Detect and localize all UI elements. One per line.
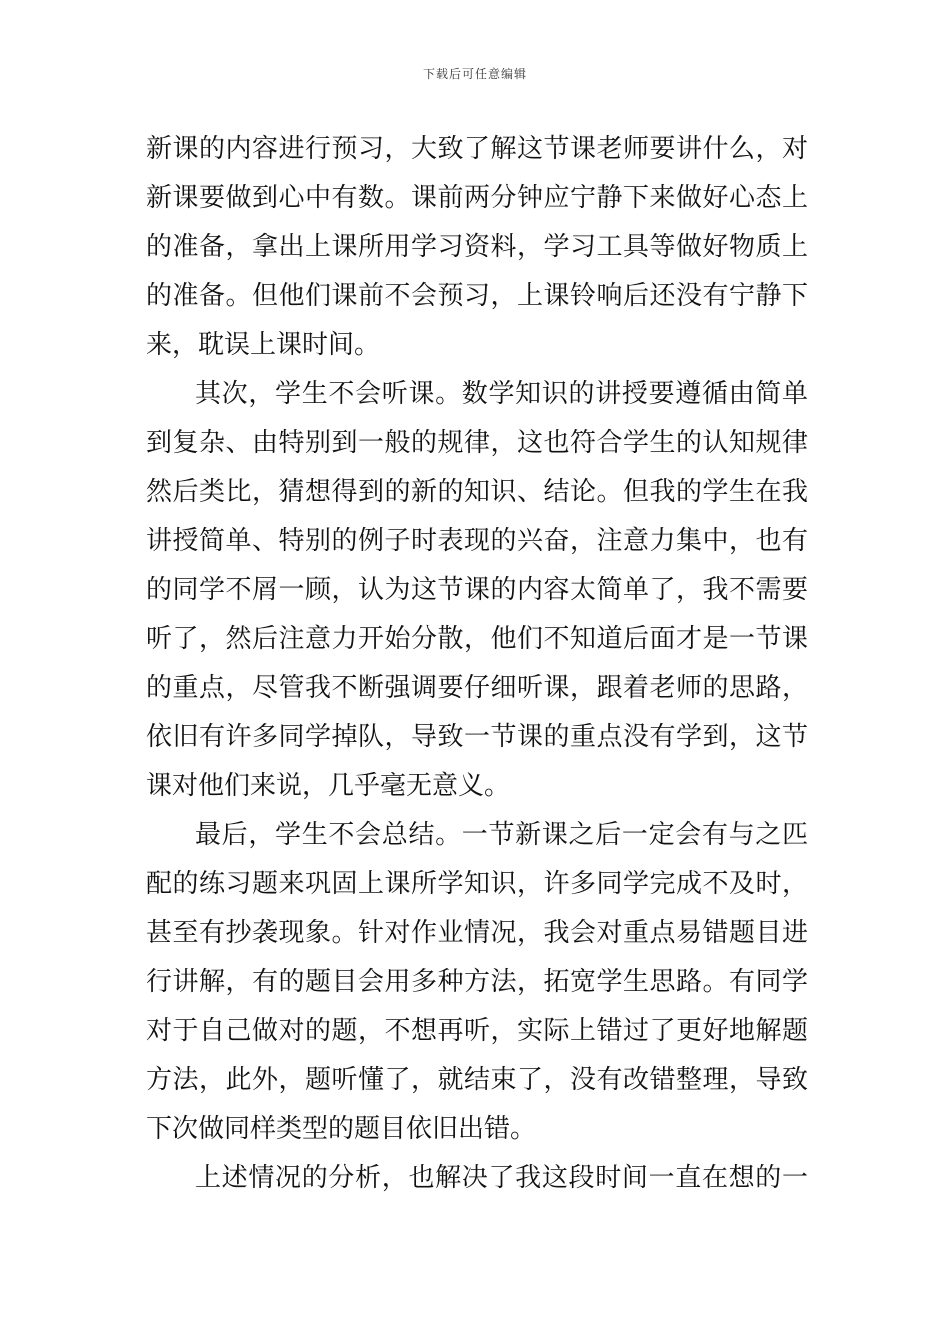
body-text (146, 125, 808, 1203)
text-line: 行讲解，有的题目会用多种方法，拓宽学生思路。有同学 (146, 967, 808, 997)
text-line: 来，耽误上课时间。 (146, 330, 381, 360)
text-line: 对于自己做对的题，不想再听，实际上错过了更好地解题 (146, 1016, 808, 1046)
text-line: 最后，学生不会总结。一节新课之后一定会有与之匹 (195, 820, 808, 850)
header-note: 下载后可任意编辑 (422, 67, 527, 81)
text-line: 方法，此外，题听懂了，就结束了，没有改错整理，导致 (146, 1065, 808, 1095)
text-line: 听了，然后注意力开始分散，他们不知道后面才是一节课 (146, 624, 808, 654)
text-line: 的同学不屑一顾，认为这节课的内容太简单了，我不需要 (146, 575, 808, 605)
paragraph-2 (146, 370, 808, 811)
text-line: 其次，学生不会听课。数学知识的讲授要遵循由简单 (195, 379, 808, 409)
text-line: 的准备。但他们课前不会预习，上课铃响后还没有宁静下 (146, 281, 808, 311)
text-line: 的重点，尽管我不断强调要仔细听课，跟着老师的思路， (146, 673, 808, 703)
text-line: 讲授简单、特别的例子时表现的兴奋，注意力集中，也有 (146, 526, 808, 556)
text-line: 配的练习题来巩固上课所学知识，许多同学完成不及时， (146, 869, 808, 899)
text-line: 新课的内容进行预习，大致了解这节课老师要讲什么，对 (146, 134, 808, 164)
text-line: 甚至有抄袭现象。针对作业情况，我会对重点易错题目进 (146, 918, 808, 948)
text-line: 新课要做到心中有数。课前两分钟应宁静下来做好心态上 (146, 183, 808, 213)
paragraph-1 (146, 125, 808, 370)
text-line: 依旧有许多同学掉队，导致一节课的重点没有学到，这节 (146, 722, 808, 752)
text-line: 上述情况的分析，也解决了我这段时间一直在想的一 (195, 1163, 808, 1193)
paragraph-4 (146, 1154, 808, 1203)
text-line: 然后类比，猜想得到的新的知识、结论。但我的学生在我 (146, 477, 808, 507)
text-line: 的准备，拿出上课所用学习资料，学习工具等做好物质上 (146, 232, 808, 262)
text-line: 到复杂、由特别到一般的规律，这也符合学生的认知规律 (146, 428, 808, 458)
text-line: 下次做同样类型的题目依旧出错。 (146, 1114, 537, 1144)
text-line: 课对他们来说，几乎毫无意义。 (146, 771, 511, 801)
paragraph-3 (146, 811, 808, 1154)
